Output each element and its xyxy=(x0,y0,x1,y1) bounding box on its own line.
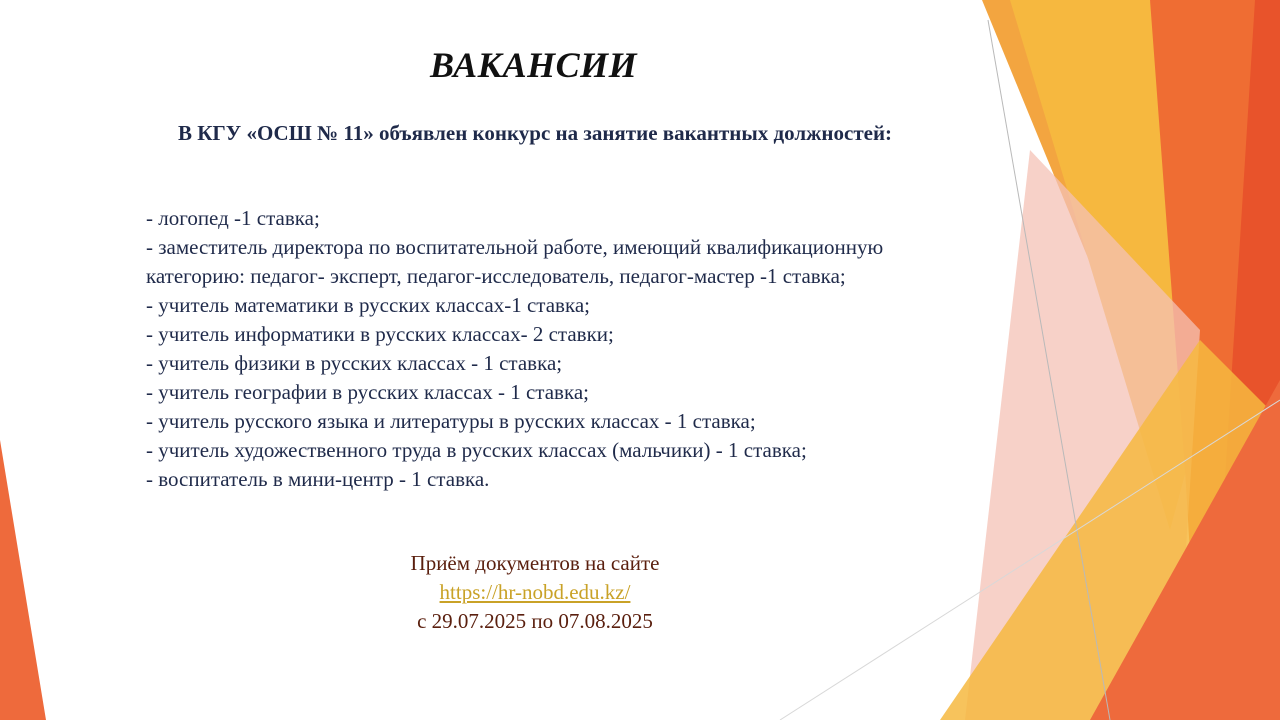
vacancy-item: - учитель русского языка и литературы в русских классах - 1 ставка; xyxy=(146,409,756,433)
vacancy-list xyxy=(146,204,936,494)
hr-portal-link[interactable]: https://hr-nobd.edu.kz/ xyxy=(439,580,631,604)
vacancy-item: - учитель географии в русских классах - 1 ставка; xyxy=(146,380,589,404)
application-dates: с 29.07.2025 по 07.08.2025 xyxy=(417,609,653,633)
vacancy-item: - заместитель директора по воспитательной работе, имеющий квалификационную категорию: педагог- эксперт, педагог-исследователь, педагог-мастер -1 ставка; xyxy=(146,235,884,288)
vacancy-item: - воспитатель в мини-центр - 1 ставка. xyxy=(146,467,490,491)
announcement-text: В КГУ «ОСШ № 11» объявлен конкурс на занятие вакантных должностей: xyxy=(177,121,893,145)
vacancy-item: - логопед -1 ставка; xyxy=(146,206,320,230)
slide-title: ВАКАНСИИ xyxy=(430,45,638,85)
vacancy-item: - учитель математики в русских классах-1 ставка; xyxy=(146,293,591,317)
vacancy-item: - учитель информатики в русских классах- 2 ставки; xyxy=(146,322,614,346)
documents-label: Приём документов на сайте xyxy=(410,551,660,575)
documents-footer xyxy=(300,549,770,636)
vacancy-item: - учитель художественного труда в русских классах (мальчики) - 1 ставка; xyxy=(146,438,807,462)
vacancy-item: - учитель физики в русских классах - 1 ставка; xyxy=(146,351,563,375)
